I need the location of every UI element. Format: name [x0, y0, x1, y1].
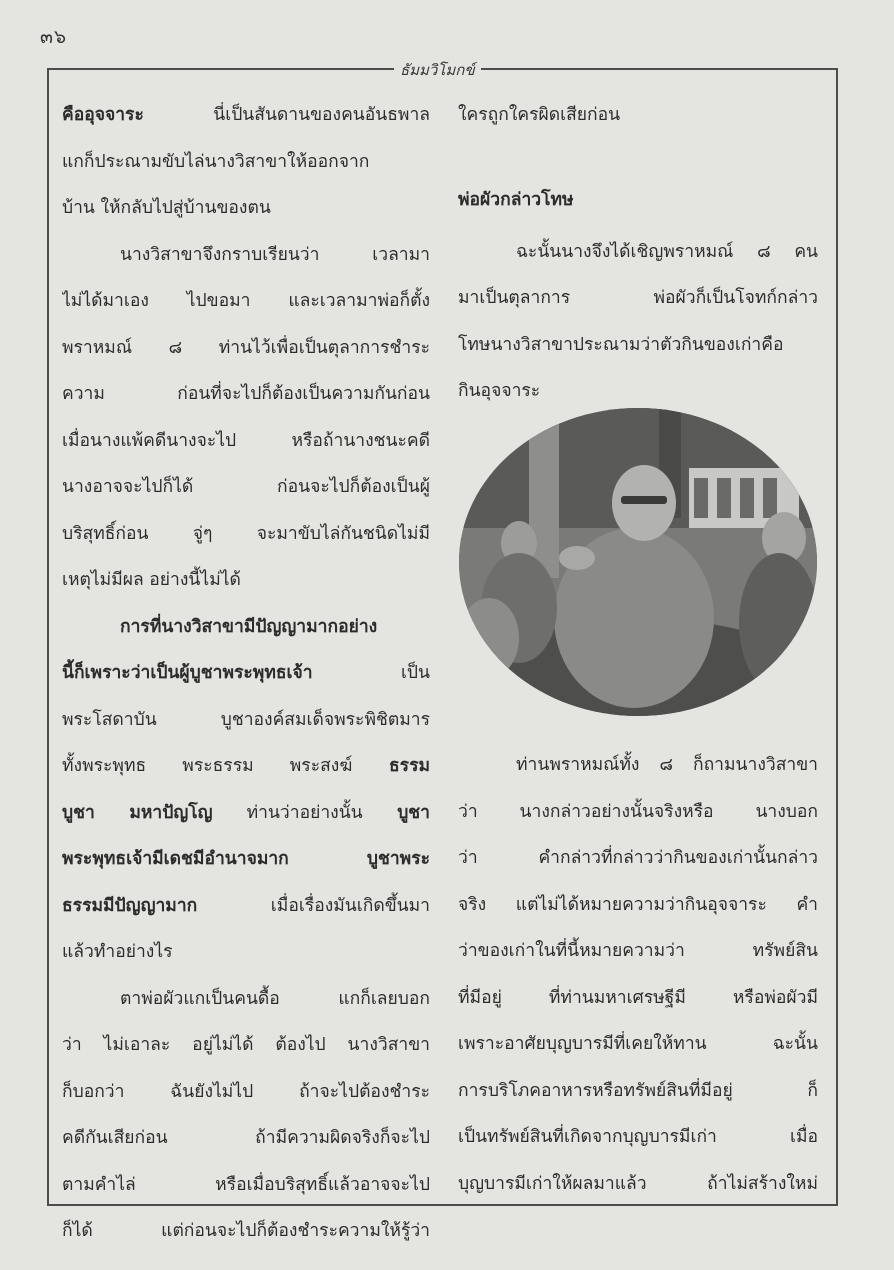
- text-line: นางอาจจะไปก็ได้ ก่อนจะไปก็ต้องเป็นผู้: [62, 477, 430, 497]
- text-line: เพราะอาศัยบุญบารมีที่เคยให้ทาน ฉะนั้น: [458, 1034, 818, 1054]
- text-line: ฉะนั้นนางจึงได้เชิญพราหมณ์ ๘ คน: [516, 241, 818, 262]
- section-heading: พ่อผัวกล่าวโทษ: [458, 189, 574, 210]
- text-line: ว่า ไม่เอาละ อยู่ไม่ได้ ต้องไป นางวิสาขา: [62, 1035, 430, 1055]
- monk-photo: [459, 408, 817, 716]
- text-line: จริง แต่ไม่ได้หมายความว่ากินอุจจาระ คำ: [458, 894, 818, 915]
- text-line: ท่านพราหมณ์ทั้ง ๘ ก็ถามนางวิสาขา: [516, 755, 818, 775]
- text-line: คืออุจจาระ นี่เป็นสันดานของคนอันธพาล: [62, 105, 430, 125]
- text-line: ตาพ่อผัวแกเป็นคนดื้อ แกก็เลยบอก: [120, 988, 430, 1009]
- text-line: คดีกันเสียก่อน ถ้ามีความผิดจริงก็จะไป: [62, 1128, 430, 1148]
- text-line: บริสุทธิ์ก่อน จู่ๆ จะมาขับไล่กันชนิดไม่มี: [62, 523, 430, 544]
- text-line: เหตุไม่มีผล อย่างนี้ไม่ได้: [62, 570, 241, 590]
- text-line: เป็นทรัพย์สินที่เกิดจากบุญบารมีเก่า เมื่อ: [458, 1127, 818, 1147]
- text-line: การบริโภคอาหารหรือทรัพย์สินที่มีอยู่ ก็: [458, 1080, 818, 1101]
- spacer: [458, 139, 818, 185]
- text-line: ว่าของเก่าในที่นี้หมายความว่า ทรัพย์สิน: [458, 941, 818, 961]
- text-line: นางวิสาขาจึงกราบเรียนว่า เวลามา: [120, 244, 430, 265]
- text-line: นี้ก็เพราะว่าเป็นผู้บูชาพระพุทธเจ้า เป็น: [62, 663, 430, 683]
- text-line: ก็ได้ แต่ก่อนจะไปก็ต้องชำระความให้รู้ว่า: [62, 1221, 430, 1241]
- text-line: แกก็ประณามขับไล่นางวิสาขาให้ออกจาก: [62, 151, 370, 172]
- text-line: พระพุทธเจ้ามีเดชมีอำนาจมาก บูชาพระ: [62, 849, 430, 869]
- text-line: ใครถูกใครผิดเสียก่อน: [458, 105, 621, 125]
- page-number: ๓๖: [40, 26, 68, 48]
- text-line: เมื่อนางแพ้คดีนางจะไป หรือถ้านางชนะคดี: [62, 430, 430, 451]
- running-title: ธัมมวิโมกข์: [394, 58, 481, 82]
- text-line: ว่า คำกล่าวที่กล่าวว่ากินของเก่านั้นกล่าว: [458, 848, 818, 868]
- text-line: การที่นางวิสาขามีปัญญามากอย่าง: [120, 616, 378, 637]
- text-line: บ้าน ให้กลับไปสู่บ้านของตน: [62, 198, 271, 218]
- right-column: [458, 92, 818, 415]
- text-line: บูชา มหาปัญโญ ท่านว่าอย่างนั้น บูชา: [62, 802, 430, 823]
- text-line: ที่มีอยู่ ที่ท่านมหาเศรษฐีมี หรือพ่อผัวมี: [458, 987, 818, 1008]
- text-line: โทษนางวิสาขาประณามว่าตัวกินของเก่าคือ: [458, 334, 784, 355]
- text-line: ก็บอกว่า ฉันยังไม่ไป ถ้าจะไปต้องชำระ: [62, 1081, 430, 1102]
- text-line: ตามคำไล่ หรือเมื่อบริสุทธิ์แล้วอาจจะไป: [62, 1174, 430, 1195]
- text-line: ว่า นางกล่าวอย่างนั้นจริงหรือ นางบอก: [458, 801, 818, 822]
- text-line: พราหมณ์ ๘ ท่านไว้เพื่อเป็นตุลาการชำระ: [62, 337, 430, 358]
- text-line: ความ ก่อนที่จะไปก็ต้องเป็นความกันก่อน: [62, 384, 430, 404]
- right-column-lower: [458, 742, 818, 1207]
- text-line: กินอุจจาระ: [458, 381, 541, 401]
- text-line: ธรรมมีปัญญามาก เมื่อเรื่องมันเกิดขึ้นมา: [62, 895, 430, 916]
- text-line: บุญบารมีเก่าให้ผลมาแล้ว ถ้าไม่สร้างใหม่: [458, 1173, 818, 1194]
- text-line: มาเป็นตุลาการ พ่อผัวก็เป็นโจทก์กล่าว: [458, 288, 818, 308]
- text-line: แล้วทำอย่างไร: [62, 942, 173, 962]
- text-line: พระโสดาบัน บูชาองค์สมเด็จพระพิชิตมาร: [62, 709, 430, 730]
- text-line: ไม่ได้มาเอง ไปขอมา และเวลามาพ่อก็ตั้ง: [62, 291, 430, 311]
- text-line: ทั้งพระพุทธ พระธรรม พระสงฆ์ ธรรม: [62, 756, 430, 776]
- left-column: [62, 92, 430, 1255]
